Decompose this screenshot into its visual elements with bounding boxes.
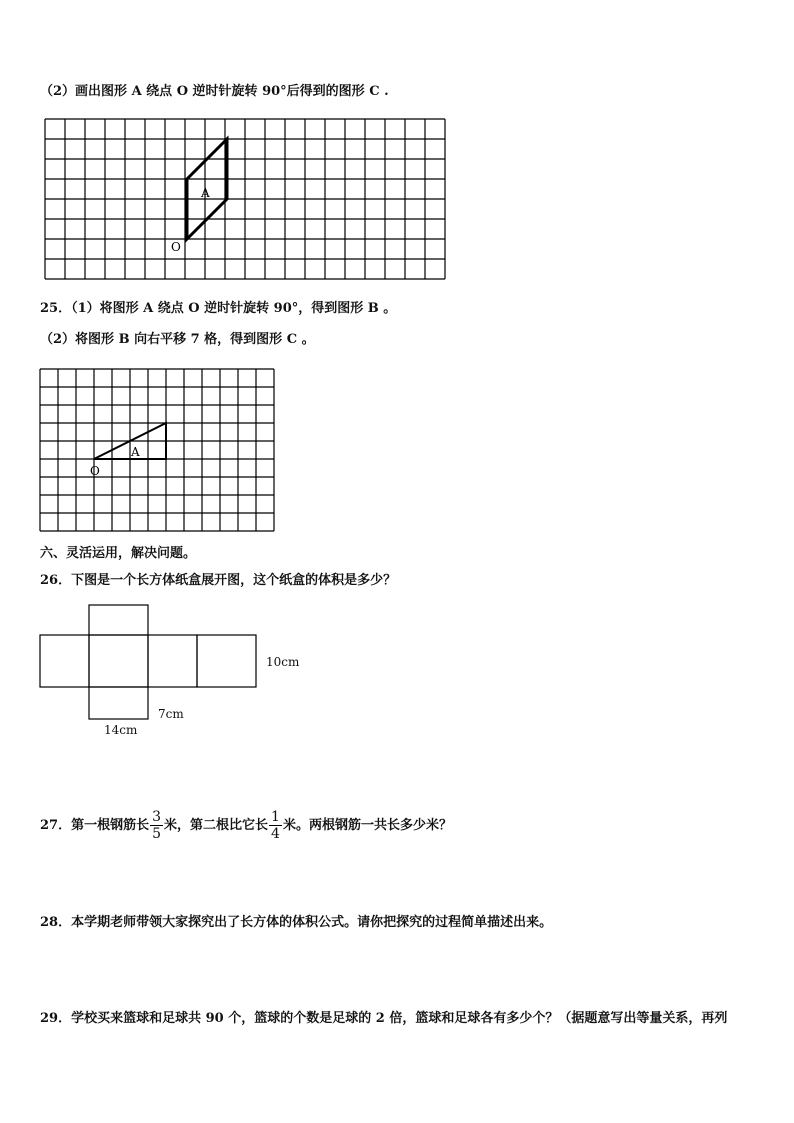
grid-2-label-O: O [90, 464, 100, 478]
q27-text-1: 27．第一根钢筋长 [40, 818, 150, 833]
question-26: 26．下图是一个长方体纸盒展开图，这个纸盒的体积是多少？ [40, 573, 397, 588]
net-front-face [89, 635, 148, 687]
dimension-height: 10cm [266, 655, 300, 669]
dimension-length: 14cm [104, 723, 138, 737]
net-right-face [148, 635, 197, 687]
net-top-face [89, 605, 148, 635]
grid-1-label-O: O [171, 240, 181, 254]
fraction-3-5: $\frac{3}{5}$ [152, 809, 162, 842]
question-28: 28．本学期老师带领大家探究出了长方体的体积公式。请你把探究的过程简单描述出来。 [40, 915, 553, 930]
q27-text-2: 米，第二根比它长 [164, 818, 269, 833]
grid-1 [43, 117, 447, 287]
question-25-part-2: （2）将图形 B 向右平移 7 格，得到图形 C 。 [40, 332, 315, 347]
net-back-face [197, 635, 256, 687]
grid-2-label-A: A [131, 445, 140, 459]
net-bottom-face [89, 687, 148, 719]
net-left-face [40, 635, 89, 687]
grid-2 [39, 368, 277, 534]
dimension-width: 7cm [158, 707, 184, 721]
question-25-part-1: 25．（1）将图形 A 绕点 O 逆时针旋转 90°，得到图形 B 。 [40, 301, 397, 316]
question-24-part-2: （2）画出图形 A 绕点 O 逆时针旋转 90°后得到的图形 C . [40, 84, 389, 99]
question-27 [40, 806, 452, 846]
section-6-heading: 六、灵活运用，解决问题。 [40, 546, 197, 561]
q27-text-3: 米。两根钢筋一共长多少米？ [282, 818, 452, 833]
fraction-1-4: $\frac{1}{4}$ [271, 809, 280, 842]
question-29: 29．学校买来篮球和足球共 90 个，篮球的个数是足球的 2 倍，篮球和足球各有多少个？（据题意写出等量关系，再列 [40, 1011, 728, 1026]
grid-1-label-A: A [201, 186, 210, 200]
